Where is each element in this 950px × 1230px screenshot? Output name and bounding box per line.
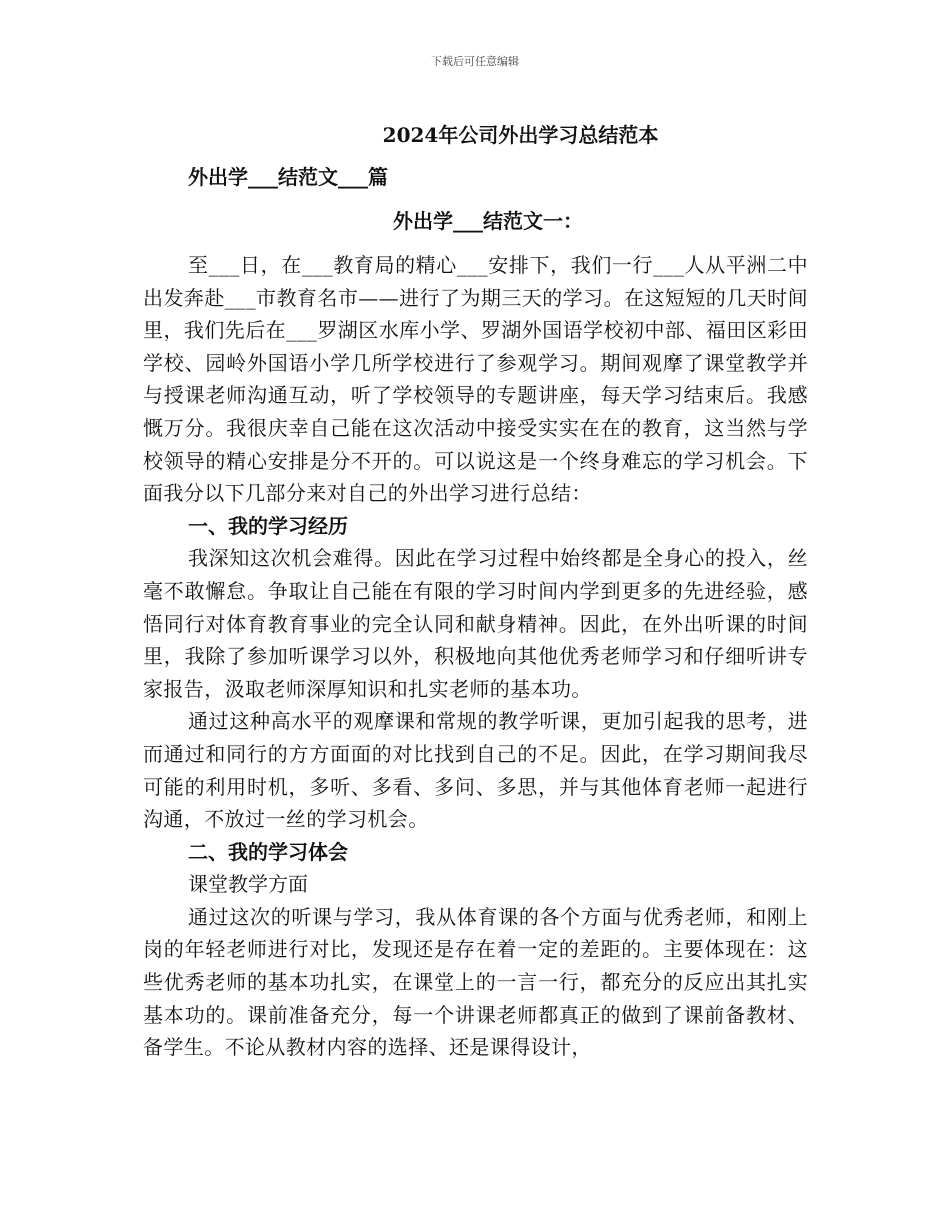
document-body: [143, 117, 808, 1064]
paragraph-classroom: 通过这次的听课与学习，我从体育课的各个方面与优秀老师，和刚上岗的年轻老师进行对比，发现还是存在着一定的差距的。主要体现在：这些优秀老师的基本功扎实，在课堂上的一言一行，都充分的反应出其扎实基本功的。课前准备充分，每一个讲课老师都真正的做到了课前备教材、备学生。不论从教材内容的选择、还是课得设计，: [143, 904, 808, 1060]
heading-learning-insights: 二、我的学习体会: [188, 839, 348, 864]
paragraph-experience-1: 我深知这次机会难得。因此在学习过程中始终都是全身心的投入，丝毫不敢懈怠。争取让自己能在有限的学习时间内学到更多的先进经验，感悟同行对体育教育事业的完全认同和献身精神。因此，在外出听课的时间里，我除了参加听课学习以外，积极地向其他优秀老师学习和仔细听讲专家报告，汲取老师深厚知识和扎实老师的基本功。: [143, 546, 808, 701]
heading-learning-experience: 一、我的学习经历: [188, 513, 348, 538]
section-title: 外出学___结范文一：: [393, 209, 583, 233]
document-title: 2024年公司外出学习总结范本: [382, 123, 659, 147]
paragraph-intro: 至___日，在___教育局的精心___安排下，我们一行___人从平洲二中出发奔赴___市教育名市——进行了为期三天的学习。在这短短的几天时间里，我们先后在___罗湖区水库小学、罗湖外国语学校初中部、福田区彩田学校、园岭外国语小学几所学校进行了参观学习。期间观摩了课堂教学并与授课老师沟通互动，听了学校领导的专题讲座，每天学习结束后。我感慨万分。我很庆幸自己能在这次活动中接受实实在在的教育，这当然与学校领导的精心安排是分不开的。可以说这是一个终身难忘的学习机会。下面我分以下几部分来对自己的外出学习进行总结：: [143, 253, 808, 506]
body-text: [143, 249, 808, 1064]
document-subtitle: 外出学___结范文___篇: [188, 165, 388, 189]
paragraph-experience-2: 通过这种高水平的观摩课和常规的教学听课，更加引起我的思考，进而通过和同行的方方面面的对比找到自己的不足。因此，在学习期间我尽可能的利用时机，多听、多看、多问、多思，并与其他体育老师一起进行沟通，不放过一丝的学习机会。: [143, 709, 808, 832]
subheading-classroom-teaching: 课堂教学方面: [188, 872, 308, 897]
header-note: 下载后可任意编辑: [431, 55, 519, 68]
